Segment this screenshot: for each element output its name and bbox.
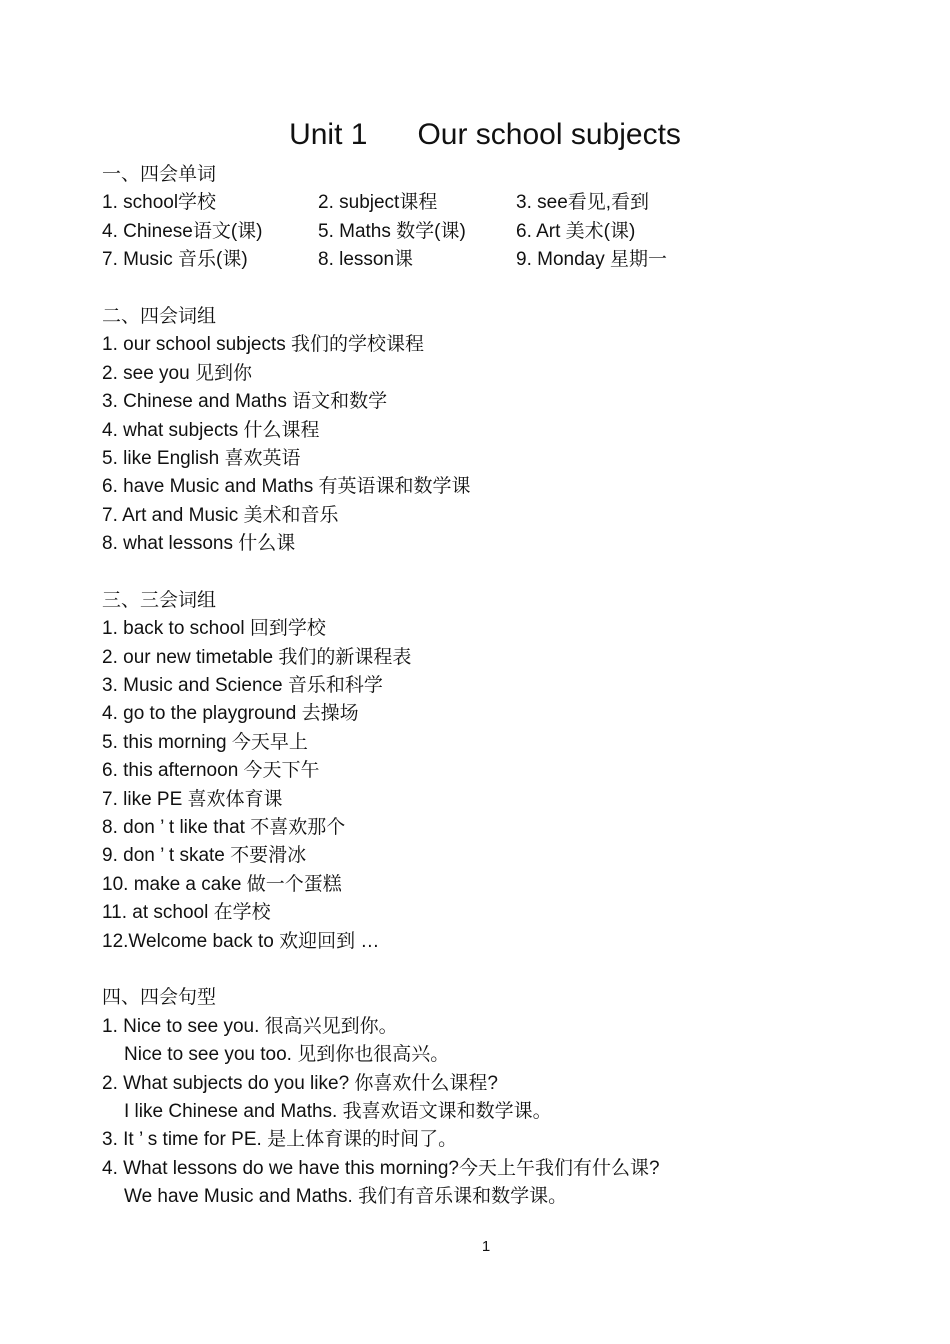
vocab-item: 7. Music 音乐(课) [102,249,248,271]
section-heading-extra-phrases: 三、三会词组 [102,589,217,611]
phrase-item: 3. Music and Science 音乐和科学 [102,675,383,697]
vocab-item: 2. subject课程 [318,192,438,214]
phrase-item: 5. this morning 今天早上 [102,731,308,753]
phrase-item: 1. back to school 回到学校 [102,618,326,640]
phrase-item: 7. like PE 喜欢体育课 [102,788,283,810]
sentence-line: 1. Nice to see you. 很高兴见到你。 [102,1015,398,1037]
phrase-item: 1. our school subjects 我们的学校课程 [102,334,425,356]
vocab-item: 8. lesson课 [318,249,414,271]
phrase-item: 6. this afternoon 今天下午 [102,760,320,782]
section-heading-sentences: 四、四会句型 [102,987,217,1009]
sentence-line: 2. What subjects do you like? 你喜欢什么课程? [102,1072,498,1094]
vocab-item: 1. school学校 [102,192,217,214]
page-number: 1 [481,1238,491,1255]
document-body [102,161,902,1211]
phrase-item: 9. don ’ t skate 不要滑冰 [102,845,307,867]
phrase-item: 4. what subjects 什么课程 [102,419,320,441]
vocab-item: 4. Chinese语文(课) [102,220,263,242]
vocab-row [102,218,902,246]
phrase-item: 2. see you 见到你 [102,362,252,384]
phrase-item: 7. Art and Music 美术和音乐 [102,504,339,526]
sentence-line: 3. It ’ s time for PE. 是上体育课的时间了。 [102,1129,458,1151]
sentence-line: I like Chinese and Maths. 我喜欢语文课和数学课。 [124,1100,552,1122]
spacer [102,956,902,984]
phrase-item: 11. at school 在学校 [102,902,271,924]
sentence-line: 4. What lessons do we have this morning?今天上午我们有什么课? [102,1157,660,1179]
vocab-item: 5. Maths 数学(课) [318,220,466,242]
vocab-row [102,189,902,217]
vocab-item: 9. Monday 星期一 [516,249,667,271]
vocab-row [102,246,902,274]
vocab-item: 3. see看见,看到 [516,192,650,214]
phrase-item: 3. Chinese and Maths 语文和数学 [102,391,388,413]
page-title: Unit 1 Our school subjects [289,118,681,151]
sentence-line: We have Music and Maths. 我们有音乐课和数学课。 [124,1186,568,1208]
phrase-item: 8. don ’ t like that 不喜欢那个 [102,816,346,838]
phrase-item: 8. what lessons 什么课 [102,533,296,555]
section-heading-words: 一、四会单词 [102,164,217,185]
phrase-item: 10. make a cake 做一个蛋糕 [102,873,342,895]
vocab-item: 6. Art 美术(课) [516,220,636,242]
section-heading-phrases: 二、四会词组 [102,305,217,327]
phrase-item: 4. go to the playground 去操场 [102,703,359,725]
phrase-item: 5. like English 喜欢英语 [102,447,301,469]
spacer [102,558,902,586]
phrase-item: 2. our new timetable 我们的新课程表 [102,646,412,668]
phrase-item: 12.Welcome back to 欢迎回到 … [102,930,380,952]
phrase-item: 6. have Music and Maths 有英语课和数学课 [102,476,471,498]
sentence-line: Nice to see you too. 见到你也很高兴。 [124,1044,450,1066]
spacer [102,275,902,303]
